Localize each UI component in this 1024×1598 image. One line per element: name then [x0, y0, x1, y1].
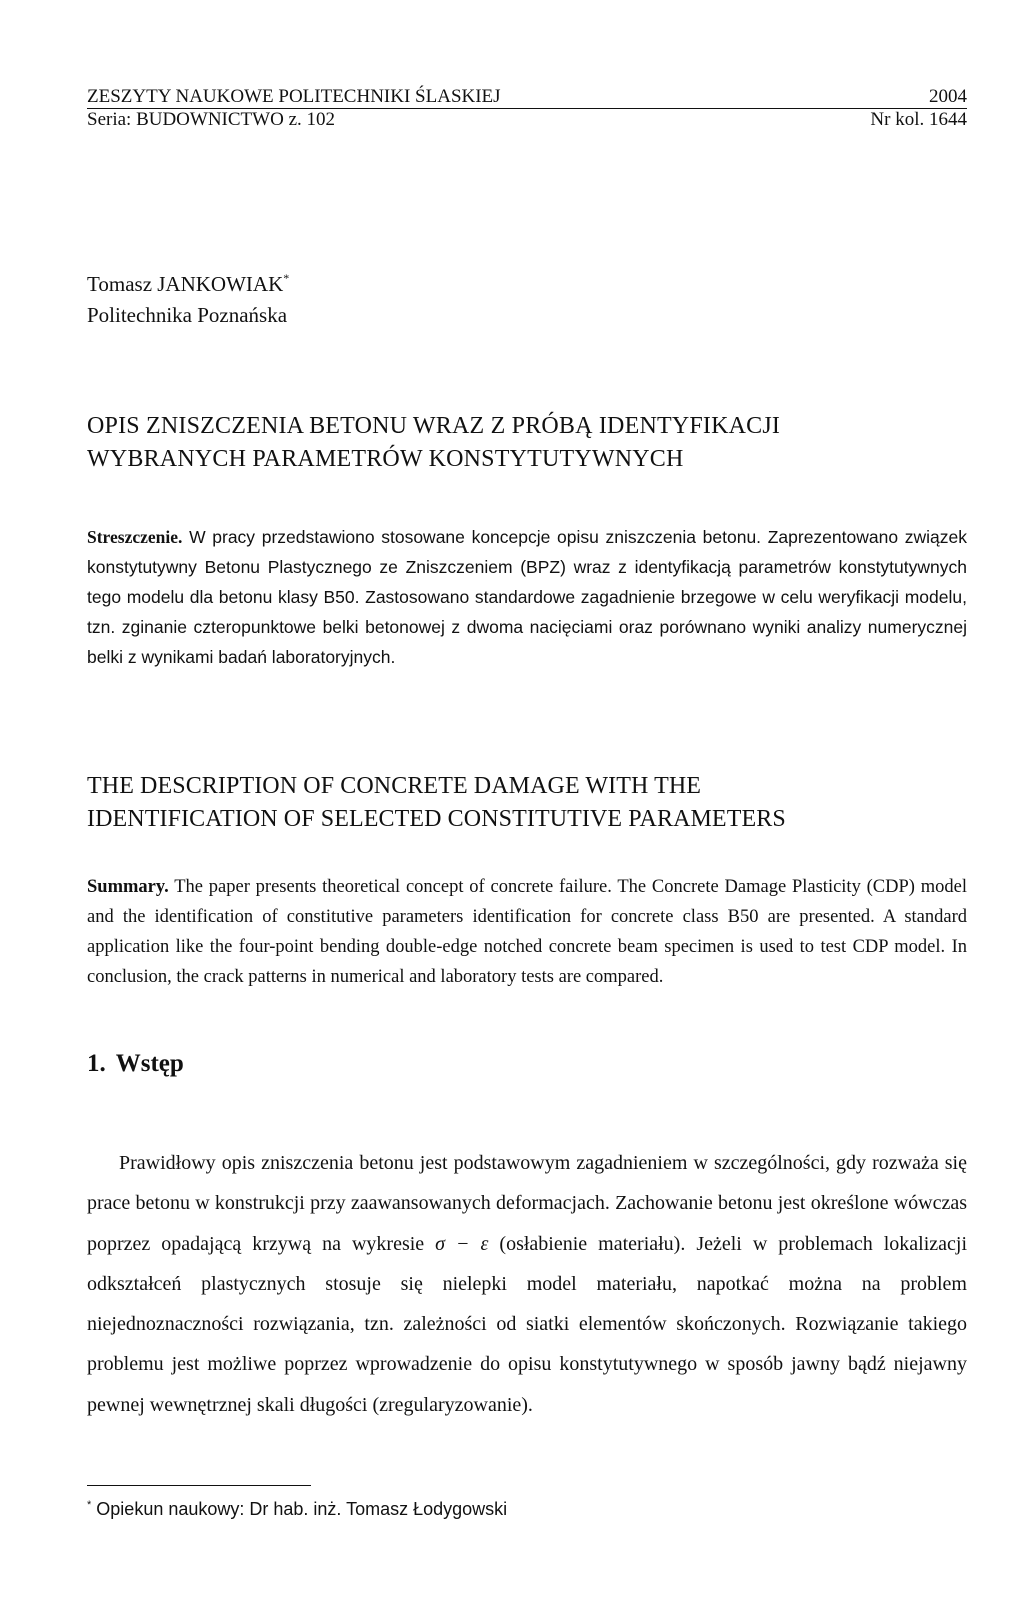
intro-text-part-2: (osłabienie materiału). Jeżeli w problemach lokalizacji odkształceń plastycznych stosuje się nielepki model materiału, napotkać można na problem niejednoznaczności rozwiązania, tzn. zależności od siatki elementów skończonych. Rozwiązanie takiego problemu jest możliwe poprzez wprowadzenie do opisu konstytutywnego w sposób jawny bądź niejawny pewnej wewnętrznej skali długości (zregularyzowanie). — [87, 1232, 968, 1416]
author-affiliation: Politechnika Poznańska — [87, 303, 288, 327]
footnote-mark: * — [87, 1499, 92, 1511]
title-polish-line-2: WYBRANYCH PARAMETRÓW KONSTYTUTYWNYCH — [87, 446, 684, 472]
intro-paragraph — [87, 1143, 967, 1425]
intro-text-part-1: Prawidłowy opis zniszczenia betonu jest podstawowym zagadnieniem w szczególności, gdy rozważa się prace betonu w konstrukcji przy zaawansowanych deformacjach. Zachowanie betonu jest określone wówczas poprzez opadającą krzywą na wykresie — [87, 1152, 967, 1255]
title-english-line-2: IDENTIFICATION OF SELECTED CONSTITUTIVE PARAMETERS — [87, 806, 786, 832]
abstract-english — [87, 872, 967, 992]
title-english — [87, 770, 967, 836]
title-polish — [87, 410, 967, 476]
author-footnote-mark: * — [283, 271, 290, 285]
title-polish-line-1: OPIS ZNISZCZENIA BETONU WRAZ Z PRÓBĄ IDENTYFIKACJI — [87, 413, 781, 439]
author-block — [87, 263, 289, 331]
series-name: Seria: BUDOWNICTWO z. 102 — [87, 109, 336, 130]
stress-strain-formula: σ − ε — [435, 1232, 489, 1255]
abstract-english-text: The paper presents theoretical concept of concrete failure. The Concrete Damage Plasticity (CDP) model and the identification of constitutive parameters identification for concrete class B50 are presented. A standard application like the four-point bending double-edge notched concrete beam specimen is used to test CDP model. In conclusion, the crack patterns in numerical and laboratory tests are compared. — [87, 877, 967, 987]
journal-name: ZESZYTY NAUKOWE POLITECHNIKI ŚLASKIEJ — [87, 86, 501, 107]
author-name: Tomasz JANKOWIAK — [87, 272, 284, 296]
volume-number: Nr kol. 1644 — [870, 109, 967, 130]
section-heading — [87, 1050, 194, 1078]
journal-year: 2004 — [929, 86, 967, 107]
footnote-divider — [87, 1485, 311, 1486]
abstract-english-label: Summary. — [87, 877, 169, 897]
abstract-polish-text: W pracy przedstawiono stosowane koncepcje opisu zniszczenia betonu. Zaprezentowano związek konstytutywny Betonu Plastycznego ze Zniszczeniem (BPZ) wraz z identyfikacją parametrów konstytutywnych tego modelu dla betonu klasy B50. Zastosowano standardowe zagadnienie brzegowe w celu weryfikacji modelu, tzn. zginanie czteropunktowe belki betonowej z dwoma nacięciami oraz porównano wyniki analizy numerycznej belki z wynikami badań laboratoryjnych. — [87, 527, 967, 667]
section-number: 1. — [87, 1050, 106, 1077]
journal-header — [87, 86, 967, 109]
title-english-line-1: THE DESCRIPTION OF CONCRETE DAMAGE WITH THE — [87, 773, 702, 799]
footnote-text: Opiekun naukowy: Dr hab. inż. Tomasz Łodygowski — [96, 1499, 508, 1519]
series-header — [87, 109, 967, 131]
section-title: Wstęp — [115, 1050, 184, 1077]
footnote — [87, 1493, 507, 1521]
abstract-polish-label: Streszczenie. — [87, 527, 183, 547]
abstract-polish — [87, 522, 967, 672]
author-line — [87, 263, 289, 300]
